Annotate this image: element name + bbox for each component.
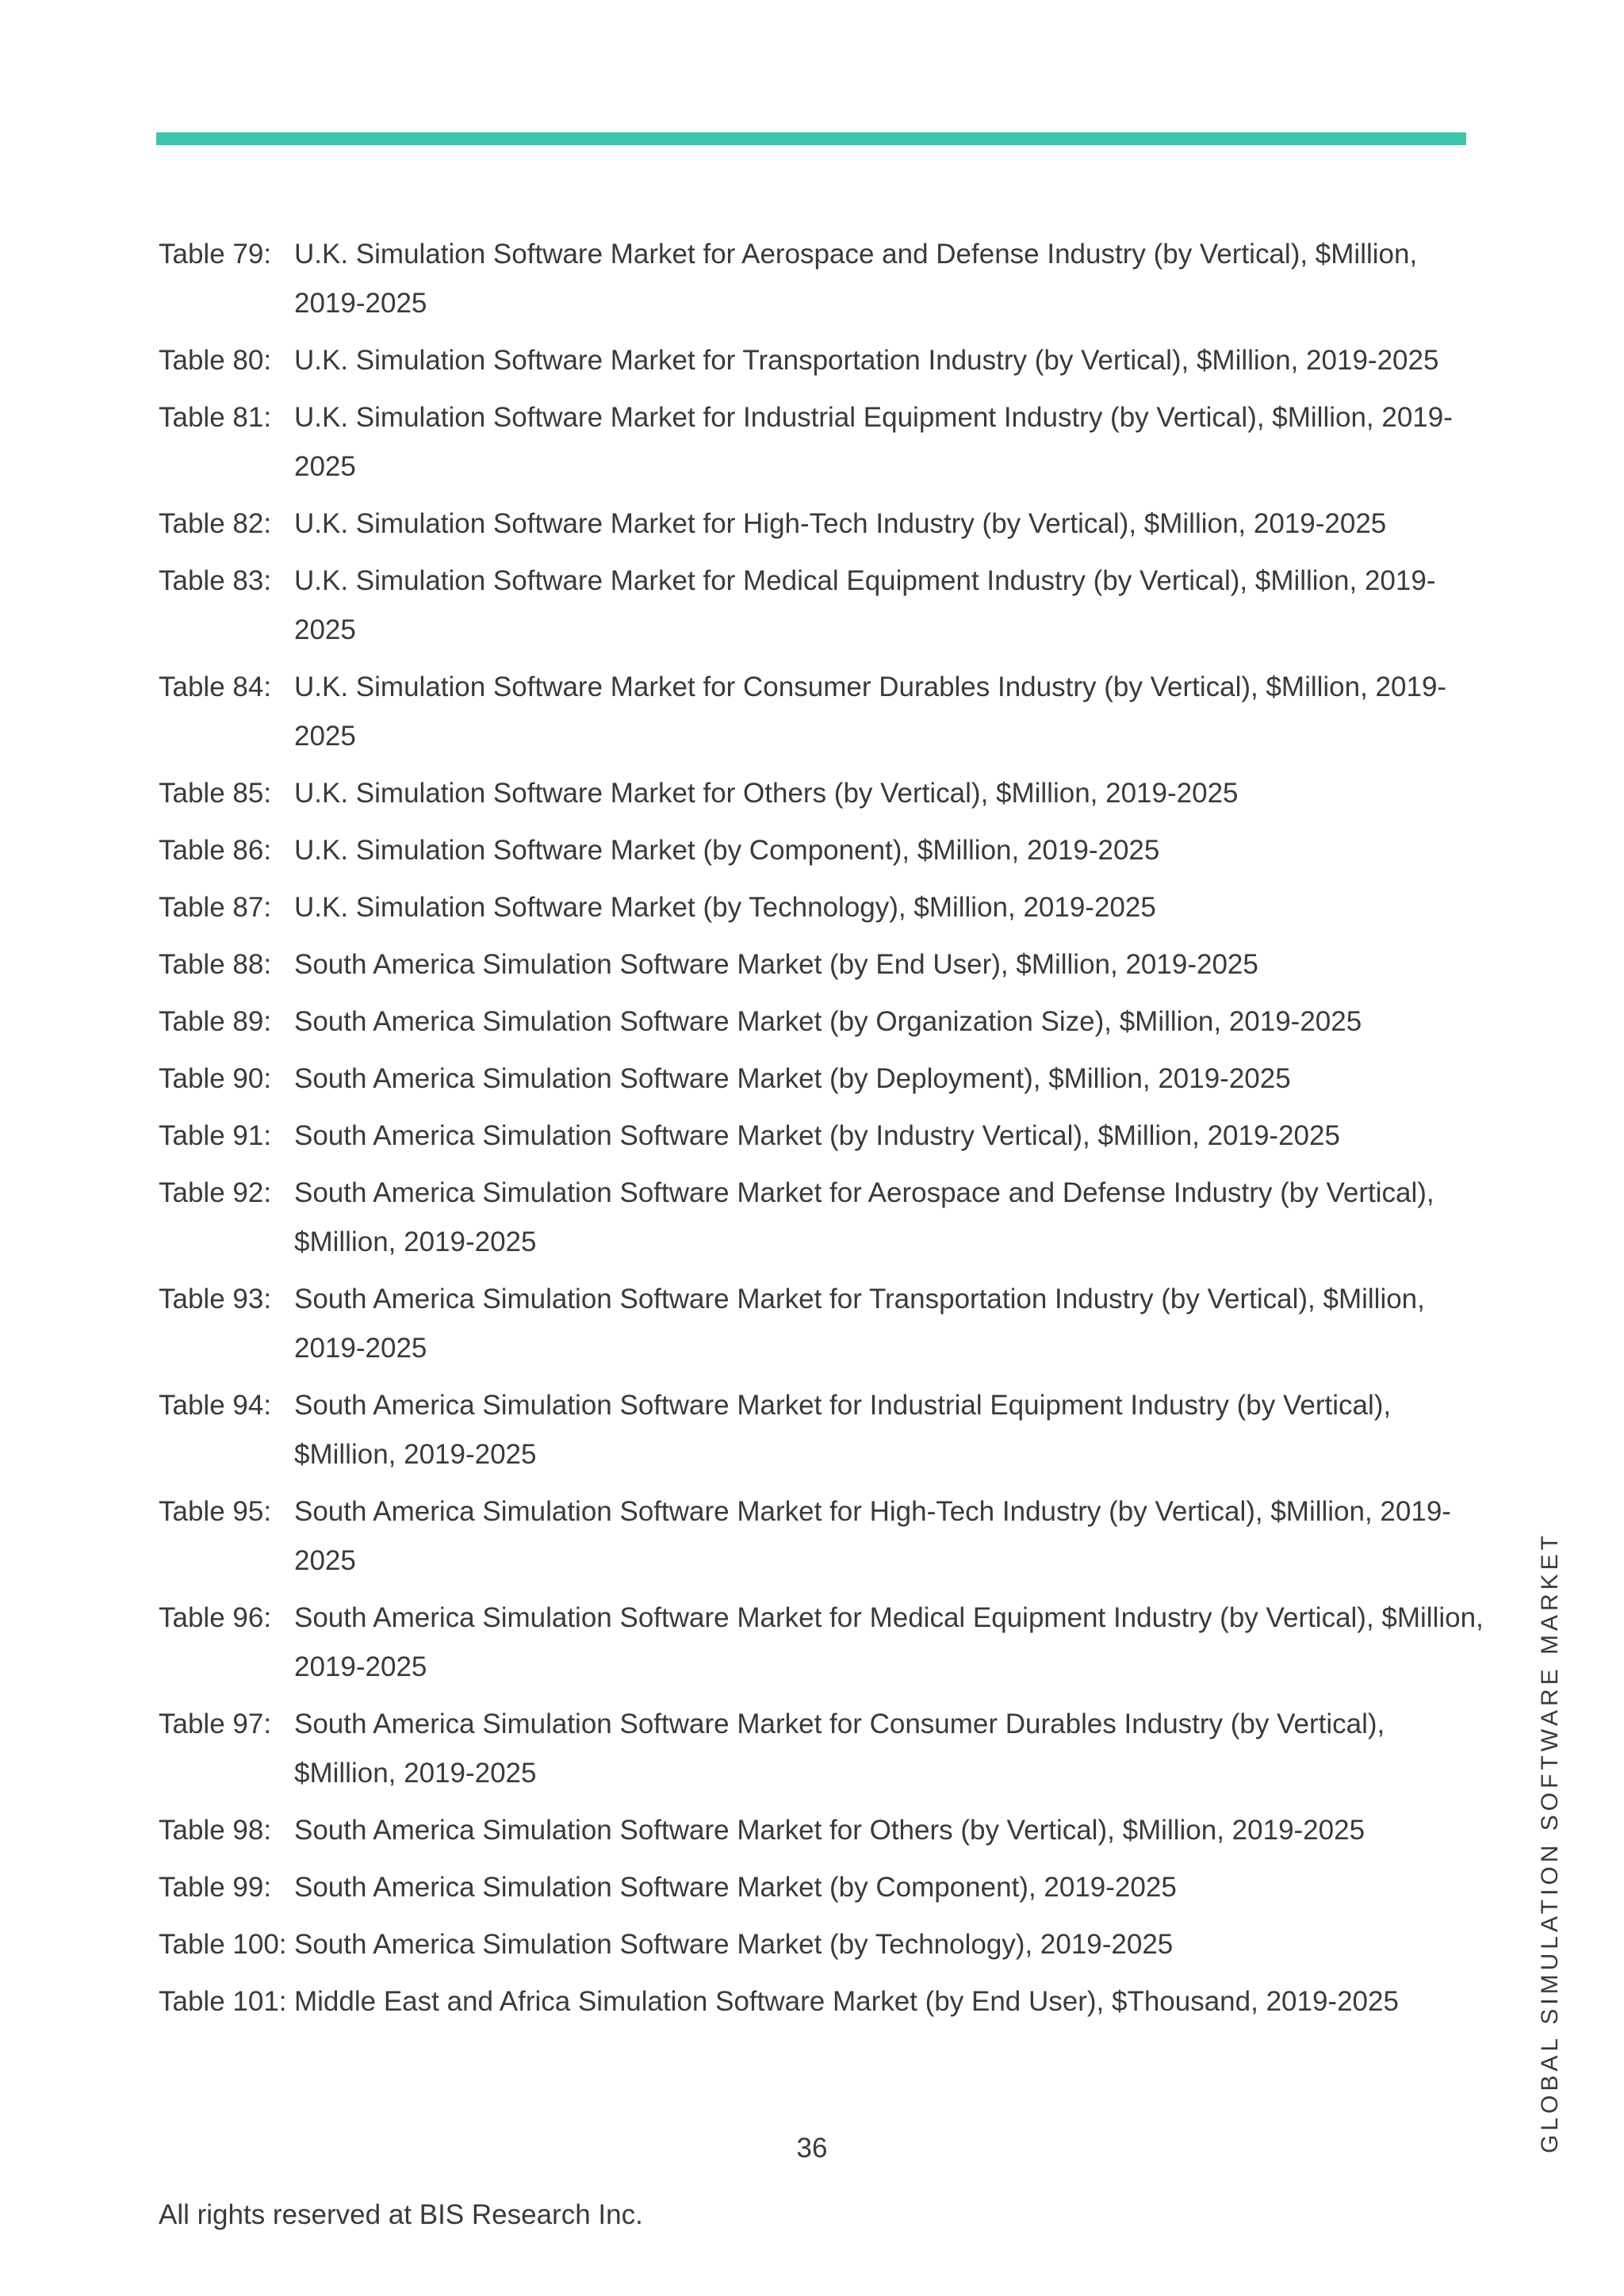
table-number: Table 82: [159, 508, 272, 539]
table-title: U.K. Simulation Software Market for Others (by Vertical), $Million, 2019-2025 [294, 778, 1239, 809]
list-item[interactable] [159, 1977, 1491, 2026]
list-item[interactable] [159, 1863, 1491, 1912]
table-title: U.K. Simulation Software Market (by Component), $Million, 2019-2025 [294, 835, 1160, 866]
table-title: South America Simulation Software Market (by Deployment), $Million, 2019-2025 [294, 1063, 1291, 1094]
table-number: Table 92: [159, 1177, 272, 1208]
table-title: South America Simulation Software Market (by Technology), 2019-2025 [294, 1929, 1174, 1960]
table-title: U.K. Simulation Software Market for Aerospace and Defense Industry (by Vertical), $Million, 2019-2025 [294, 239, 1418, 319]
table-title: South America Simulation Software Market (by End User), $Million, 2019-2025 [294, 949, 1258, 980]
list-item[interactable] [159, 557, 1491, 655]
table-number: Table 100: [159, 1929, 287, 1960]
table-title: U.K. Simulation Software Market for High-Tech Industry (by Vertical), $Million, 2019-2025 [294, 508, 1387, 539]
table-number: Table 83: [159, 565, 272, 596]
table-title: South America Simulation Software Market for Consumer Durables Industry (by Vertical), $Million, 2019-2025 [294, 1709, 1385, 1789]
list-item[interactable] [159, 230, 1491, 328]
list-item[interactable] [159, 1806, 1491, 1855]
page-number: 36 [796, 2133, 828, 2164]
table-number: Table 85: [159, 778, 272, 809]
table-number: Table 79: [159, 239, 272, 270]
table-title: South America Simulation Software Market for Aerospace and Defense Industry (by Vertical), $Million, 2019-2025 [294, 1177, 1434, 1257]
list-item[interactable] [159, 1700, 1491, 1798]
list-item[interactable] [159, 663, 1491, 761]
table-number: Table 89: [159, 1006, 272, 1037]
footer-copyright: All rights reserved at BIS Research Inc. [159, 2199, 643, 2230]
side-report-title: GLOBAL SIMULATION SOFTWARE MARKET [1537, 1532, 1563, 2153]
table-title: U.K. Simulation Software Market (by Technology), $Million, 2019-2025 [294, 892, 1156, 923]
list-item[interactable] [159, 1275, 1491, 1373]
list-item[interactable] [159, 769, 1491, 818]
table-title: South America Simulation Software Market for Others (by Vertical), $Million, 2019-2025 [294, 1815, 1365, 1846]
table-number: Table 98: [159, 1815, 272, 1846]
table-number: Table 93: [159, 1284, 272, 1314]
table-number: Table 87: [159, 892, 272, 923]
table-number: Table 94: [159, 1390, 272, 1421]
table-number: Table 84: [159, 672, 272, 702]
list-item[interactable] [159, 1381, 1491, 1479]
list-item[interactable] [159, 1169, 1491, 1267]
table-number: Table 88: [159, 949, 272, 980]
table-title: U.K. Simulation Software Market for Medical Equipment Industry (by Vertical), $Million, 2019-2025 [294, 565, 1436, 645]
list-item[interactable] [159, 1920, 1491, 1969]
table-title: South America Simulation Software Market (by Industry Vertical), $Million, 2019-2025 [294, 1120, 1340, 1151]
table-title: South America Simulation Software Market (by Organization Size), $Million, 2019-2025 [294, 1006, 1362, 1037]
table-title: U.K. Simulation Software Market for Industrial Equipment Industry (by Vertical), $Million, 2019-2025 [294, 402, 1453, 482]
list-item[interactable] [159, 1594, 1491, 1692]
table-title: U.K. Simulation Software Market for Consumer Durables Industry (by Vertical), $Million, 2019-2025 [294, 672, 1447, 752]
list-item[interactable] [159, 1054, 1491, 1104]
table-number: Table 99: [159, 1872, 272, 1903]
table-number: Table 101: [159, 1986, 287, 2017]
list-of-tables [159, 230, 1491, 2034]
table-title: Middle East and Africa Simulation Software Market (by End User), $Thousand, 2019-2025 [294, 1986, 1399, 2017]
table-title: South America Simulation Software Market for Transportation Industry (by Vertical), $Million, 2019-2025 [294, 1284, 1425, 1364]
table-number: Table 90: [159, 1063, 272, 1094]
table-number: Table 81: [159, 402, 272, 433]
table-title: South America Simulation Software Market (by Component), 2019-2025 [294, 1872, 1177, 1903]
list-item[interactable] [159, 1112, 1491, 1161]
list-item[interactable] [159, 1487, 1491, 1586]
table-number: Table 80: [159, 345, 272, 376]
table-title: South America Simulation Software Market for High-Tech Industry (by Vertical), $Million, 2019-2025 [294, 1496, 1451, 1576]
table-number: Table 97: [159, 1709, 272, 1739]
list-item[interactable] [159, 393, 1491, 492]
table-title: South America Simulation Software Market for Industrial Equipment Industry (by Vertical), $Million, 2019-2025 [294, 1390, 1392, 1470]
list-item[interactable] [159, 940, 1491, 989]
table-number: Table 91: [159, 1120, 272, 1151]
table-number: Table 86: [159, 835, 272, 866]
table-title: U.K. Simulation Software Market for Transportation Industry (by Vertical), $Million, 2019-2025 [294, 345, 1439, 376]
table-number: Table 96: [159, 1602, 272, 1633]
list-item[interactable] [159, 883, 1491, 932]
table-number: Table 95: [159, 1496, 272, 1527]
list-item[interactable] [159, 336, 1491, 385]
list-item[interactable] [159, 997, 1491, 1047]
list-item[interactable] [159, 499, 1491, 549]
header-accent-bar [156, 132, 1466, 145]
table-title: South America Simulation Software Market for Medical Equipment Industry (by Vertical), $Million, 2019-2025 [294, 1602, 1484, 1682]
list-item[interactable] [159, 826, 1491, 875]
